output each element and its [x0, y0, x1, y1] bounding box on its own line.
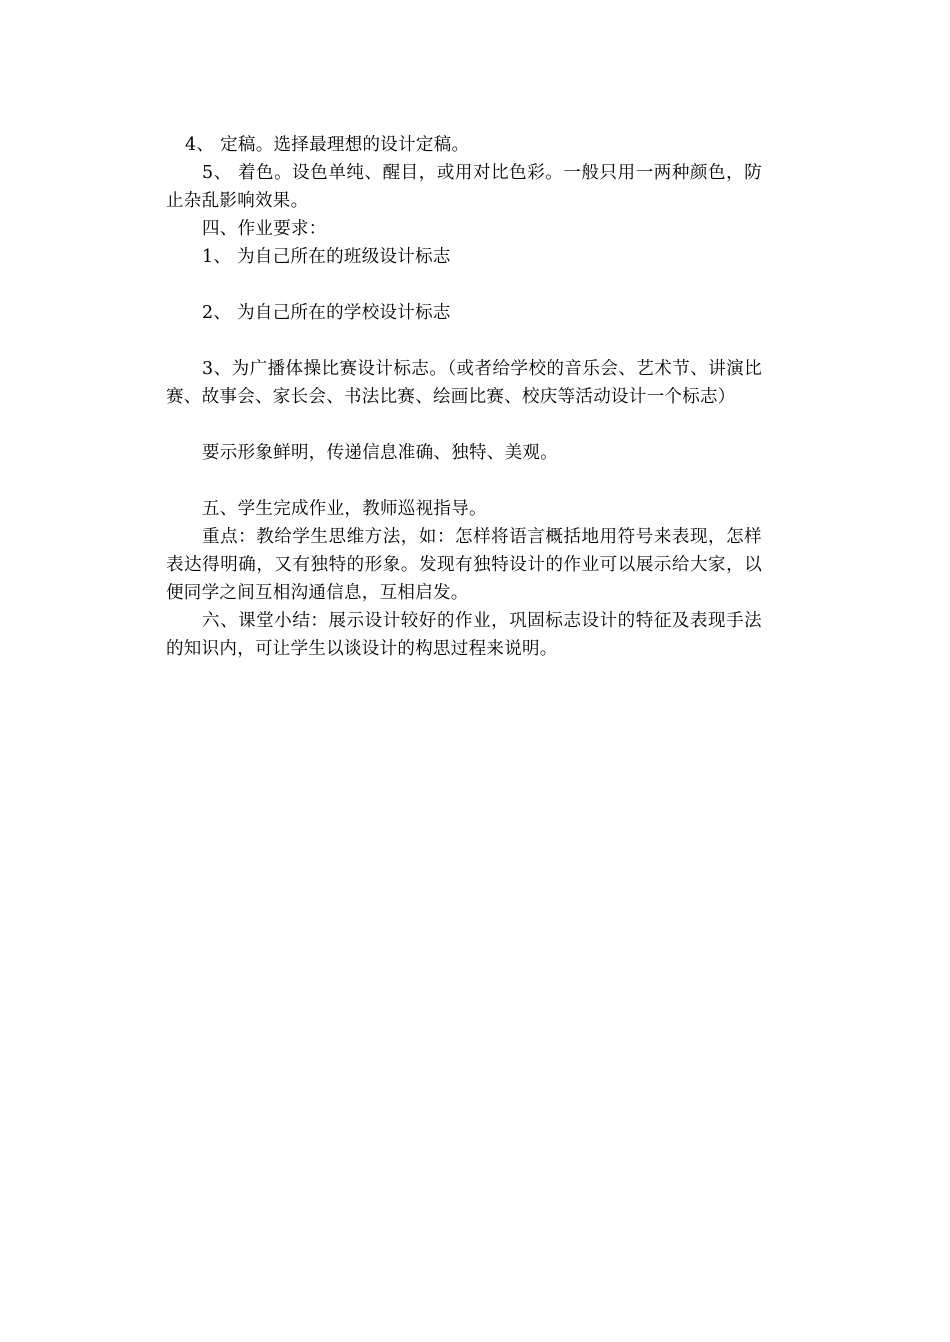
blank-line — [166, 327, 762, 355]
blank-line — [166, 411, 762, 439]
blank-line — [166, 467, 762, 495]
step-4-paragraph: 4、 定稿。选择最理想的设计定稿。 — [185, 135, 470, 155]
key-point-paragraph: 重点：教给学生思维方法，如：怎样将语言概括地用符号来表现，怎样表达得明确，又有独特的形象。发现有独特设计的作业可以展示给大家，以便同学之间互相沟通信息，互相启发。 — [166, 527, 762, 603]
document-body — [166, 131, 762, 663]
blank-line — [166, 271, 762, 299]
homework-item-3: 3、为广播体操比赛设计标志。（或者给学校的音乐会、艺术节、讲演比赛、故事会、家长会、书法比赛、绘画比赛、校庆等活动设计一个标志） — [166, 359, 762, 407]
step-5-paragraph: 5、 着色。设色单纯、醒目，或用对比色彩。一般只用一两种颜色，防止杂乱影响效果。 — [166, 163, 762, 211]
section-5-heading: 五、学生完成作业，教师巡视指导。 — [202, 499, 487, 519]
section-6-summary: 六、课堂小结：展示设计较好的作业，巩固标志设计的特征及表现手法的知识内，可让学生以谈设计的构思过程来说明。 — [166, 611, 762, 659]
requirement-paragraph: 要示形象鲜明，传递信息准确、独特、美观。 — [202, 443, 558, 463]
section-4-heading: 四、作业要求： — [202, 219, 327, 239]
homework-item-2: 2、 为自己所在的学校设计标志 — [202, 303, 451, 323]
homework-item-1: 1、 为自己所在的班级设计标志 — [202, 247, 451, 267]
